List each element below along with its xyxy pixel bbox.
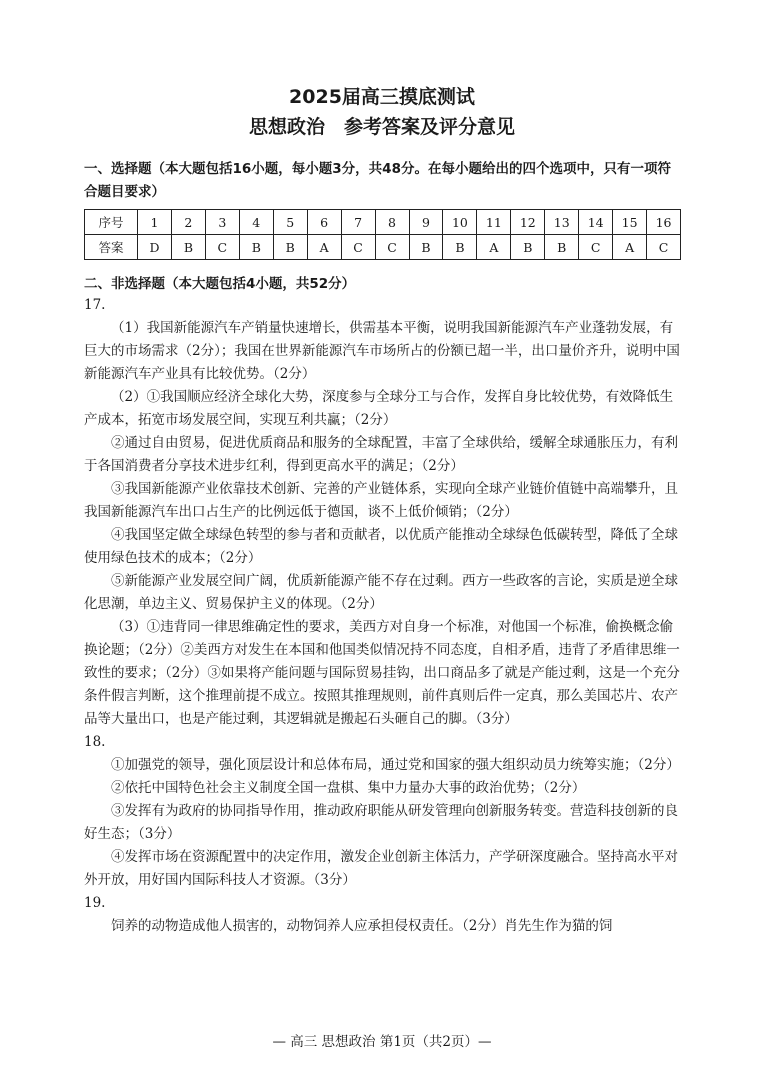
answer-cell: A	[477, 235, 511, 260]
number-cell: 2	[171, 210, 205, 235]
number-cell: 10	[443, 210, 477, 235]
number-cell: 7	[341, 210, 375, 235]
q18-paragraph: ①加强党的领导，强化顶层设计和总体布局，通过党和国家的强大组织动员力统筹实施；（2分）	[111, 757, 680, 773]
q17-paragraph: ②通过自由贸易，促进优质商品和服务的全球配置，丰富了全球供给，缓解全球通胀压力，有利于各国消费者分享技术进步红利，得到更高水平的满足；（2分）	[84, 435, 678, 474]
number-cell: 1	[138, 210, 172, 235]
q17-paragraph: ③我国新能源产业依靠技术创新、完善的产业链体系，实现向全球产业链价值链中高端攀升，且我国新能源汽车出口占生产的比例远低于德国，谈不上低价倾销；（2分）	[84, 481, 678, 520]
number-cell: 8	[375, 210, 409, 235]
number-cell: 5	[273, 210, 307, 235]
answer-cell: B	[171, 235, 205, 260]
exam-title: 2025届高三摸底测试	[289, 86, 475, 108]
number-cell: 9	[409, 210, 443, 235]
row-label-number: 序号	[85, 210, 138, 235]
page-footer: — 高三 思想政治 第1页（共2页）—	[272, 1034, 492, 1050]
answer-cell: B	[511, 235, 545, 260]
answer-cell: B	[239, 235, 273, 260]
answer-body	[84, 294, 684, 938]
number-cell: 4	[239, 210, 273, 235]
row-label-answer: 答案	[85, 235, 138, 260]
answer-cell: C	[341, 235, 375, 260]
q17-paragraph: （3）①违背同一律思维确定性的要求，美西方对自身一个标准，对他国一个标准，偷换概念偷换论题；（2分）②美西方对发生在本国和他国类似情况持不同态度，自相矛盾，违背了矛盾律思维一致性的要求；（2分）③如果将产能问题与国际贸易挂钩，出口商品多了就是产能过剩，这是一个充分条件假言判断，这个推理前提不成立。按照其推理规则，前件真则后件一定真，那么美国芯片、农产品等大量出口，也是产能过剩，其逻辑就是搬起石头砸自己的脚。（3分）	[84, 619, 680, 727]
answer-cell: C	[205, 235, 239, 260]
answer-cell: B	[409, 235, 443, 260]
answer-cell: A	[307, 235, 341, 260]
q19-paragraph: 饲养的动物造成他人损害的，动物饲养人应承担侵权责任。（2分）肖先生作为猫的饲	[111, 918, 613, 934]
answer-cell: C	[647, 235, 681, 260]
q17-paragraph: （1）我国新能源汽车产销量快速增长，供需基本平衡，说明我国新能源汽车产业蓬勃发展，有巨大的市场需求（2分）；我国在世界新能源汽车市场所占的份额已超一半，出口量价齐升，说明中国新能源汽车产业具有比较优势。（2分）	[84, 320, 680, 382]
q18-paragraph: ②依托中国特色社会主义制度全国一盘棋、集中力量办大事的政治优势；（2分）	[111, 780, 586, 796]
answer-cell: A	[613, 235, 647, 260]
q18-paragraph: ④发挥市场在资源配置中的决定作用，激发企业创新主体活力，产学研深度融合。坚持高水平对外开放，用好国内国际科技人才资源。（3分）	[84, 849, 678, 888]
number-cell: 6	[307, 210, 341, 235]
answer-cell: C	[375, 235, 409, 260]
answer-table	[84, 209, 681, 260]
answer-cell: B	[273, 235, 307, 260]
q17-paragraph: ④我国坚定做全球绿色转型的参与者和贡献者，以优质产能推动全球绿色低碳转型，降低了全球使用绿色技术的成本；（2分）	[84, 527, 678, 566]
number-cell: 16	[647, 210, 681, 235]
q17-paragraph: ⑤新能源产业发展空间广阔，优质新能源产能不存在过剩。西方一些政客的言论，实质是逆全球化思潮，单边主义、贸易保护主义的体现。（2分）	[84, 573, 678, 612]
number-cell: 15	[613, 210, 647, 235]
answer-cell: B	[443, 235, 477, 260]
section1-heading: 一、选择题（本大题包括16小题，每小题3分，共48分。在每小题给出的四个选项中，只有一项符合题目要求）	[84, 161, 671, 200]
answer-cell: D	[138, 235, 172, 260]
q17-paragraph: （2）①我国顺应经济全球化大势，深度参与全球分工与合作，发挥自身比较优势，有效降低生产成本，拓宽市场发展空间，实现互利共赢；（2分）	[84, 389, 674, 428]
exam-subtitle: 思想政治 参考答案及评分意见	[248, 116, 515, 138]
number-cell: 14	[579, 210, 613, 235]
question-19-number: 19.	[84, 895, 106, 911]
answer-cell: B	[545, 235, 579, 260]
number-cell: 13	[545, 210, 579, 235]
number-cell: 12	[511, 210, 545, 235]
section2-heading: 二、非选择题（本大题包括4小题，共52分）	[84, 276, 356, 292]
number-cell: 3	[205, 210, 239, 235]
question-17-number: 17.	[84, 297, 106, 313]
q18-paragraph: ③发挥有为政府的协同指导作用，推动政府职能从研发管理向创新服务转变。营造科技创新的良好生态；（3分）	[84, 803, 678, 842]
number-cell: 11	[477, 210, 511, 235]
answer-cell: C	[579, 235, 613, 260]
question-18-number: 18.	[84, 734, 106, 750]
answer-table-answer-row	[85, 235, 681, 260]
answer-table-number-row	[85, 210, 681, 235]
